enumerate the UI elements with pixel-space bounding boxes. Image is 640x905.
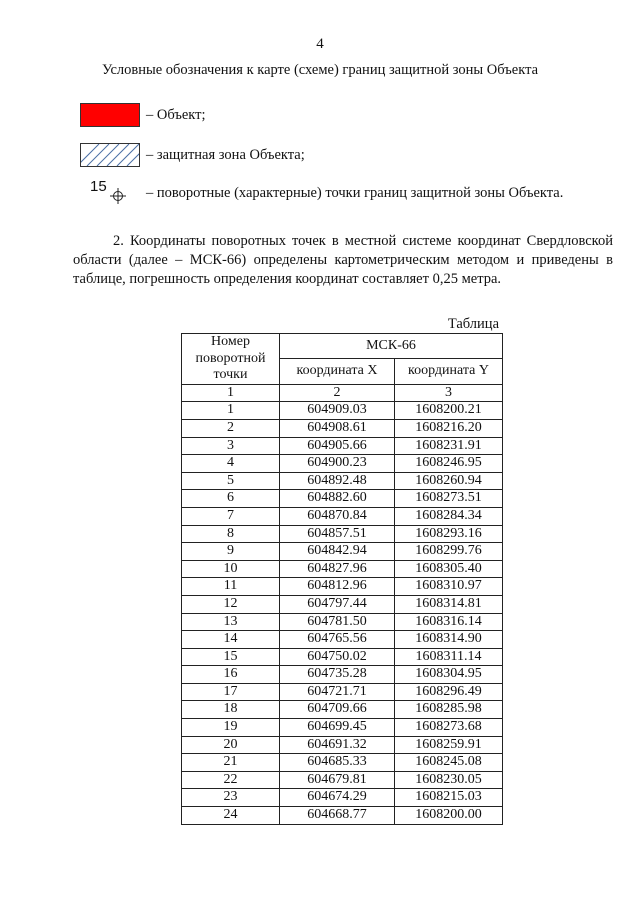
header-x: координата X <box>280 359 395 384</box>
x-coordinate-cell: 604709.66 <box>280 701 395 719</box>
table-row <box>182 543 503 561</box>
point-number-cell: 12 <box>182 595 280 613</box>
legend-object-text: – Объект; <box>146 106 206 123</box>
point-number-cell: 24 <box>182 807 280 825</box>
y-coordinate-cell: 1608230.05 <box>395 771 503 789</box>
x-coordinate-cell: 604674.29 <box>280 789 395 807</box>
point-number-cell: 5 <box>182 472 280 490</box>
point-symbol <box>80 180 140 206</box>
point-number-cell: 21 <box>182 754 280 772</box>
table-row <box>182 595 503 613</box>
y-coordinate-cell: 1608316.14 <box>395 613 503 631</box>
y-coordinate-cell: 1608273.68 <box>395 719 503 737</box>
table-row <box>182 771 503 789</box>
y-coordinate-cell: 1608305.40 <box>395 560 503 578</box>
x-coordinate-cell: 604900.23 <box>280 455 395 473</box>
x-coordinate-cell: 604668.77 <box>280 807 395 825</box>
point-number-cell: 2 <box>182 419 280 437</box>
x-coordinate-cell: 604721.71 <box>280 683 395 701</box>
point-number-cell: 15 <box>182 648 280 666</box>
table-row <box>182 613 503 631</box>
point-number-cell: 18 <box>182 701 280 719</box>
column-number: 3 <box>395 384 503 402</box>
y-coordinate-cell: 1608246.95 <box>395 455 503 473</box>
table-caption: Таблица <box>447 316 499 332</box>
y-coordinate-cell: 1608284.34 <box>395 507 503 525</box>
point-number-cell: 19 <box>182 719 280 737</box>
table-row <box>182 490 503 508</box>
table-row <box>182 719 503 737</box>
x-coordinate-cell: 604905.66 <box>280 437 395 455</box>
x-coordinate-cell: 604781.50 <box>280 613 395 631</box>
hatch-pattern-icon <box>81 144 139 166</box>
x-coordinate-cell: 604797.44 <box>280 595 395 613</box>
point-number-cell: 8 <box>182 525 280 543</box>
y-coordinate-cell: 1608216.20 <box>395 419 503 437</box>
header-point-number: Номер поворотной точки <box>182 334 280 385</box>
table-row <box>182 402 503 420</box>
point-number-cell: 13 <box>182 613 280 631</box>
table-row <box>182 754 503 772</box>
x-coordinate-cell: 604685.33 <box>280 754 395 772</box>
y-coordinate-cell: 1608310.97 <box>395 578 503 596</box>
y-coordinate-cell: 1608231.91 <box>395 437 503 455</box>
table-body <box>182 384 503 824</box>
y-coordinate-cell: 1608304.95 <box>395 666 503 684</box>
header-y: координата Y <box>395 359 503 384</box>
object-swatch <box>80 103 140 127</box>
x-coordinate-cell: 604735.28 <box>280 666 395 684</box>
table-row <box>182 807 503 825</box>
point-number-cell: 11 <box>182 578 280 596</box>
y-coordinate-cell: 1608215.03 <box>395 789 503 807</box>
x-coordinate-cell: 604908.61 <box>280 419 395 437</box>
legend-points <box>80 180 563 206</box>
table-row <box>182 455 503 473</box>
table-row <box>182 736 503 754</box>
point-number-cell: 10 <box>182 560 280 578</box>
y-coordinate-cell: 1608273.51 <box>395 490 503 508</box>
table-row <box>182 507 503 525</box>
legend-zone-text: – защитная зона Объекта; <box>146 146 305 163</box>
x-coordinate-cell: 604699.45 <box>280 719 395 737</box>
y-coordinate-cell: 1608259.91 <box>395 736 503 754</box>
point-number-cell: 16 <box>182 666 280 684</box>
column-number-row <box>182 384 503 402</box>
y-coordinate-cell: 1608245.08 <box>395 754 503 772</box>
x-coordinate-cell: 604842.94 <box>280 543 395 561</box>
x-coordinate-cell: 604870.84 <box>280 507 395 525</box>
legend-object <box>80 103 206 127</box>
table-row <box>182 560 503 578</box>
x-coordinate-cell: 604892.48 <box>280 472 395 490</box>
y-coordinate-cell: 1608296.49 <box>395 683 503 701</box>
table-row <box>182 437 503 455</box>
x-coordinate-cell: 604909.03 <box>280 402 395 420</box>
table-row <box>182 631 503 649</box>
coordinates-table <box>181 333 503 825</box>
point-symbol-number: 15 <box>90 178 107 195</box>
point-number-cell: 3 <box>182 437 280 455</box>
hatch-swatch <box>80 143 140 167</box>
header-system: МСК-66 <box>280 334 503 359</box>
point-number-cell: 4 <box>182 455 280 473</box>
table-row <box>182 419 503 437</box>
column-number: 1 <box>182 384 280 402</box>
y-coordinate-cell: 1608311.14 <box>395 648 503 666</box>
y-coordinate-cell: 1608260.94 <box>395 472 503 490</box>
point-number-cell: 22 <box>182 771 280 789</box>
legend-points-text: – поворотные (характерные) точки границ защитной зоны Объекта. <box>146 184 564 201</box>
table-row <box>182 789 503 807</box>
y-coordinate-cell: 1608285.98 <box>395 701 503 719</box>
x-coordinate-cell: 604827.96 <box>280 560 395 578</box>
y-coordinate-cell: 1608200.00 <box>395 807 503 825</box>
page-number: 4 <box>316 36 324 52</box>
coordinates-paragraph: 2. Координаты поворотных точек в местной системе координат Свердловской области (далее – МСК-66) определены картометрическим методом и приведены в таблице, погрешность определения координат составляет 0,25 метра. <box>73 233 613 287</box>
y-coordinate-cell: 1608314.90 <box>395 631 503 649</box>
point-number-cell: 9 <box>182 543 280 561</box>
table-row <box>182 683 503 701</box>
legend-zone <box>80 143 305 167</box>
point-number-cell: 6 <box>182 490 280 508</box>
point-number-cell: 20 <box>182 736 280 754</box>
legend-heading: Условные обозначения к карте (схеме) границ защитной зоны Объекта <box>101 62 539 78</box>
y-coordinate-cell: 1608314.81 <box>395 595 503 613</box>
point-number-cell: 23 <box>182 789 280 807</box>
table-row <box>182 472 503 490</box>
y-coordinate-cell: 1608299.76 <box>395 543 503 561</box>
crosshair-icon <box>110 188 126 204</box>
table-row <box>182 578 503 596</box>
x-coordinate-cell: 604750.02 <box>280 648 395 666</box>
x-coordinate-cell: 604857.51 <box>280 525 395 543</box>
point-number-cell: 7 <box>182 507 280 525</box>
x-coordinate-cell: 604882.60 <box>280 490 395 508</box>
x-coordinate-cell: 604679.81 <box>280 771 395 789</box>
y-coordinate-cell: 1608293.16 <box>395 525 503 543</box>
table-row <box>182 701 503 719</box>
x-coordinate-cell: 604691.32 <box>280 736 395 754</box>
table-row <box>182 648 503 666</box>
table-row <box>182 666 503 684</box>
point-number-cell: 14 <box>182 631 280 649</box>
x-coordinate-cell: 604765.56 <box>280 631 395 649</box>
point-number-cell: 17 <box>182 683 280 701</box>
column-number: 2 <box>280 384 395 402</box>
point-number-cell: 1 <box>182 402 280 420</box>
table-row <box>182 525 503 543</box>
y-coordinate-cell: 1608200.21 <box>395 402 503 420</box>
x-coordinate-cell: 604812.96 <box>280 578 395 596</box>
